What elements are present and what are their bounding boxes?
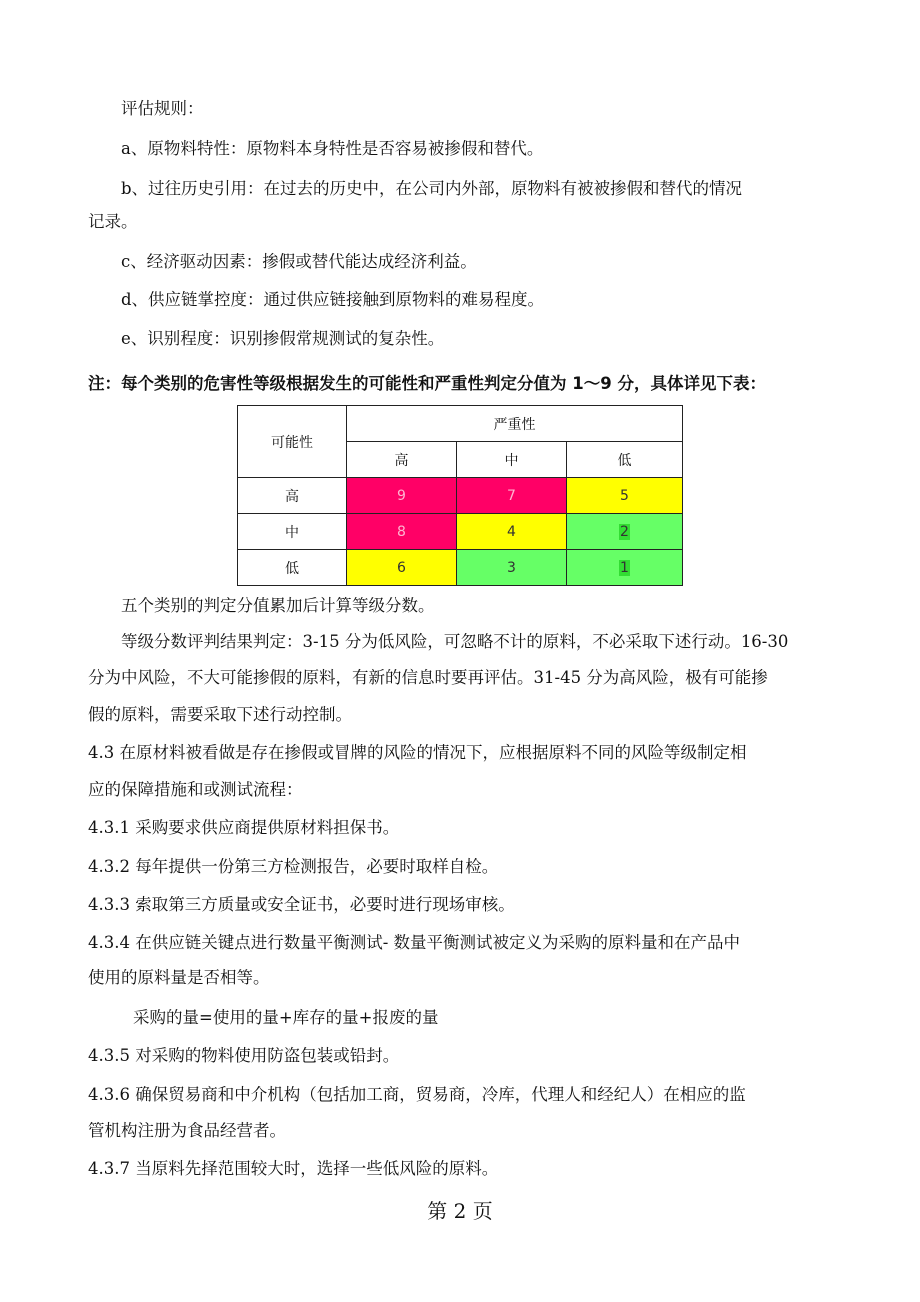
section-4-3-1: 4.3.1 采购要求供应商提供原材料担保书。: [88, 818, 400, 837]
matrix-cell: 3: [457, 550, 567, 586]
section-4-3-6-line-1: 4.3.6 确保贸易商和中介机构（包括加工商，贸易商，冷库，代理人和经纪人）在相应的监: [88, 1085, 746, 1104]
sum-line: 五个类别的判定分值累加后计算等级分数。: [121, 596, 435, 615]
risk-matrix-table: [237, 405, 683, 586]
matrix-cell: [567, 550, 683, 586]
likelihood-medium: 中: [238, 514, 347, 550]
matrix-cell: 9: [347, 478, 457, 514]
matrix-cell: 8: [347, 514, 457, 550]
likelihood-low: 低: [238, 550, 347, 586]
rule-d: d、供应链掌控度：通过供应链接触到原物料的难易程度。: [121, 290, 545, 309]
section-4-3-3: 4.3.3 索取第三方质量或安全证书，必要时进行现场审核。: [88, 895, 515, 914]
section-4-3-4-line-2: 使用的原料量是否相等。: [88, 968, 270, 987]
matrix-cell-value: 2: [620, 523, 629, 540]
rule-e: e、识别程度：识别掺假常规测试的复杂性。: [121, 329, 445, 348]
section-4-3-2: 4.3.2 每年提供一份第三方检测报告，必要时取样自检。: [88, 857, 499, 876]
grade-line-3: 假的原料，需要采取下述行动控制。: [88, 705, 352, 724]
matrix-cell: 6: [347, 550, 457, 586]
matrix-corner-label: 可能性: [238, 406, 347, 478]
rules-heading: 评估规则：: [121, 99, 204, 118]
matrix-cell: 5: [567, 478, 683, 514]
matrix-cell: 7: [457, 478, 567, 514]
rule-b-continued: 记录。: [88, 212, 138, 231]
rule-c: c、经济驱动因素：掺假或替代能达成经济利益。: [121, 252, 477, 271]
section-4-3-4-line-1: 4.3.4 在供应链关键点进行数量平衡测试- 数量平衡测试被定义为采购的原料量和在产品中: [88, 933, 741, 952]
matrix-cell-value: 1: [620, 559, 629, 576]
section-4-3-5: 4.3.5 对采购的物料使用防盗包装或铅封。: [88, 1046, 400, 1065]
likelihood-high: 高: [238, 478, 347, 514]
section-4-3-line-2: 应的保障措施和或测试流程：: [88, 780, 303, 799]
severity-header: 严重性: [347, 406, 683, 442]
section-4-3-line-1: 4.3 在原材料被看做是存在掺假或冒牌的风险的情况下，应根据原料不同的风险等级制定相: [88, 743, 747, 762]
severity-medium: 中: [457, 442, 567, 478]
severity-low: 低: [567, 442, 683, 478]
matrix-cell: [567, 514, 683, 550]
rule-b: b、过往历史引用：在过去的历史中，在公司内外部，原物料有被被掺假和替代的情况: [121, 179, 743, 198]
section-4-3-6-line-2: 管机构注册为食品经营者。: [88, 1121, 286, 1140]
quantity-formula: 采购的量=使用的量+库存的量+报废的量: [133, 1008, 439, 1027]
scoring-note: 注：每个类别的危害性等级根据发生的可能性和严重性判定分值为 1～9 分，具体详见下表：: [88, 374, 766, 393]
matrix-cell: 4: [457, 514, 567, 550]
page-number: 第 2 页: [427, 1199, 493, 1223]
section-4-3-7: 4.3.7 当原料先择范围较大时，选择一些低风险的原料。: [88, 1159, 499, 1178]
grade-line-1: 等级分数评判结果判定：3-15 分为低风险，可忽略不计的原料，不必采取下述行动。16-30: [121, 632, 789, 651]
rule-a: a、原物料特性：原物料本身特性是否容易被掺假和替代。: [121, 139, 544, 158]
severity-high: 高: [347, 442, 457, 478]
grade-line-2: 分为中风险，不大可能掺假的原料，有新的信息时要再评估。31-45 分为高风险，极有可能掺: [88, 668, 768, 687]
